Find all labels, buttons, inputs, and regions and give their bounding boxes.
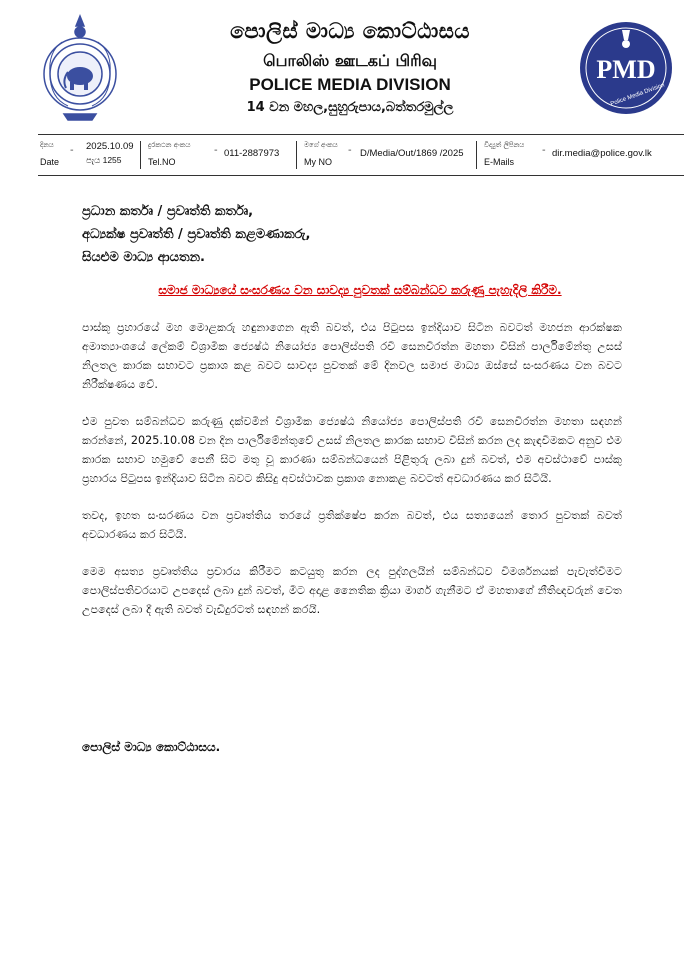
myno-label-si: මගේ අංකය [304,141,338,149]
addressee-line: සියළුම මාධ්‍ය ආයතන. [82,250,205,265]
letterhead-titles [160,18,540,117]
email-value: dir.media@police.gov.lk [552,148,652,159]
date-label-si: දිනය [40,141,54,149]
myno-value: D/Media/Out/1869 /2025 [360,148,464,159]
office-address: 14 වන මහල,සුහුරුපාය,බත්තරමුල්ල [246,100,454,115]
email-cell: විද්‍යුත් ලිපිනය E-Mails - dir.media@police.gov.lk [484,141,652,167]
tel-label-en: Tel.NO [148,157,176,167]
tel-label-si: දුරකථන අංකය [148,141,191,149]
subject-heading: සමාජ මාධ්‍යයේ සංසරණය වන සාවද්‍ය පුවතක් සම්බන්ධව කරුණු පැහැදිලි කිරීම. [158,283,562,297]
date-label-en: Date [40,157,60,167]
police-emblem-icon [38,12,122,124]
title-english: POLICE MEDIA DIVISION [249,75,451,94]
body-paragraph: තවද, ඉහත සංසරණය වන ප්‍රවෘත්තිය තරයේ ප්‍රතික්ෂේප කරන බවත්, එය සත්‍යයෙන් තොර පුවතක් බවත් අවධාරණය කර සිටියි. [82,509,622,541]
addressee-line: ප්‍රධාන කර්තෘ / ප්‍රවෘත්ති කර්තෘ, [82,204,254,219]
my-number-cell: මගේ අංකය My NO - D/Media/Out/1869 /2025 [304,141,464,167]
title-sinhala: පොලිස් මාධ්‍ය කොට්ඨාසය [230,19,470,43]
pmd-logo-text: PMD [596,55,656,84]
signoff: පොලිස් මාධ්‍ය කොට්ඨාසය. [82,740,221,754]
date-cell: දිනය Date - 2025.10.09 පැය 1255 [40,141,134,167]
email-label-en: E-Mails [484,157,515,167]
date-value: 2025.10.09 [86,141,134,152]
title-tamil: பொலிஸ் ஊடகப் பிரிவு [263,51,437,70]
body-paragraph: එම පුවත සම්බන්ධව කරුණු දක්වමින් විශ්‍රාමික ජ්‍යෙෂ්ඨ නියෝජ්‍ය පොලිස්පති රවී සෙනවිරත්න මහතා සඳහන් කරන්නේ, 2025.10.08 වන දින පාර්ලිමේන්තුවේ උසස් නිලතල කාරක සභාව විසින් කරන ලද කැඳවීමකට අනුව එම කාරක සභාව හමුවේ පෙනී සිට මතු වූ කාරණා සම්බන්ධයෙන් පිළිතුරු ලබා දුන් බවත්, එම අවස්ථාවේ පාස්කු ප්‍රහාරය පිටුපස ඉන්දියාව සිටින බවට කිසිදු අවස්ථාවක ප්‍රකාශ නොකළ බවටත් අවධාරණය කර සිටියි. [82,415,622,485]
reference-bar [38,134,684,176]
pmd-logo [578,20,674,116]
letter-body [82,318,622,637]
tel-cell: දුරකථන අංකය Tel.NO - 011-2887973 [148,141,280,167]
body-paragraph: පාස්කු ප්‍රහාරයේ මහ මොළකරු හඳුනාගෙන ඇති බවත්, එය පිටුපස ඉන්දියාව සිටින බවටත් මහජන ආරක්ෂක අමාත්‍යාංශයේ ලේකම් විශ්‍රාමික ජ්‍යෙෂ්ඨ නියෝජ්‍ය පොලිස්පති රවී සෙනවිරත්න මහතා විසින් පාර්ලිමේන්තු උසස් නිලතල කාරක සභාවට ප්‍රකාශ කළ බවට සාවද්‍ය පුවතක් මේ දිනවල සමාජ මාධ්‍ය ඔස්සේ සංසරණය වන බවට නිරීක්ෂණය වේ. [82,321,622,391]
tel-value: 011-2887973 [224,148,280,159]
addressee-block [82,200,602,269]
addressee-line: අධ්‍යක්ෂ ප්‍රවෘත්ති / ප්‍රවෘත්ති කළමණාකරු, [82,227,311,242]
pmd-logo-ring-text: Police Media Division [609,82,666,108]
letterhead [0,0,700,128]
body-paragraph: මෙම අසත්‍ය ප්‍රවෘත්තිය ප්‍රචාරය කිරීමට කටයුතු කරන ලද පුද්ගලයින් සම්බන්ධව විමර්ශනයක් පැවැත්වීමට පොලිස්පතිවරයාට උපදෙස් ලබා දුන් බවත්, මීට අදාළ නෛතික ක්‍රියා මාර්ග ගැනීමට ඒ මහතාගේ නීතිඥවරුන් වෙත උපදෙස් ලබා දී ඇති බවත් වැඩිදුරටත් සඳහන් කරයි. [82,565,622,616]
myno-label-en: My NO [304,157,332,167]
time-value: පැය 1255 [86,155,122,165]
email-label-si: විද්‍යුත් ලිපිනය [484,141,525,149]
